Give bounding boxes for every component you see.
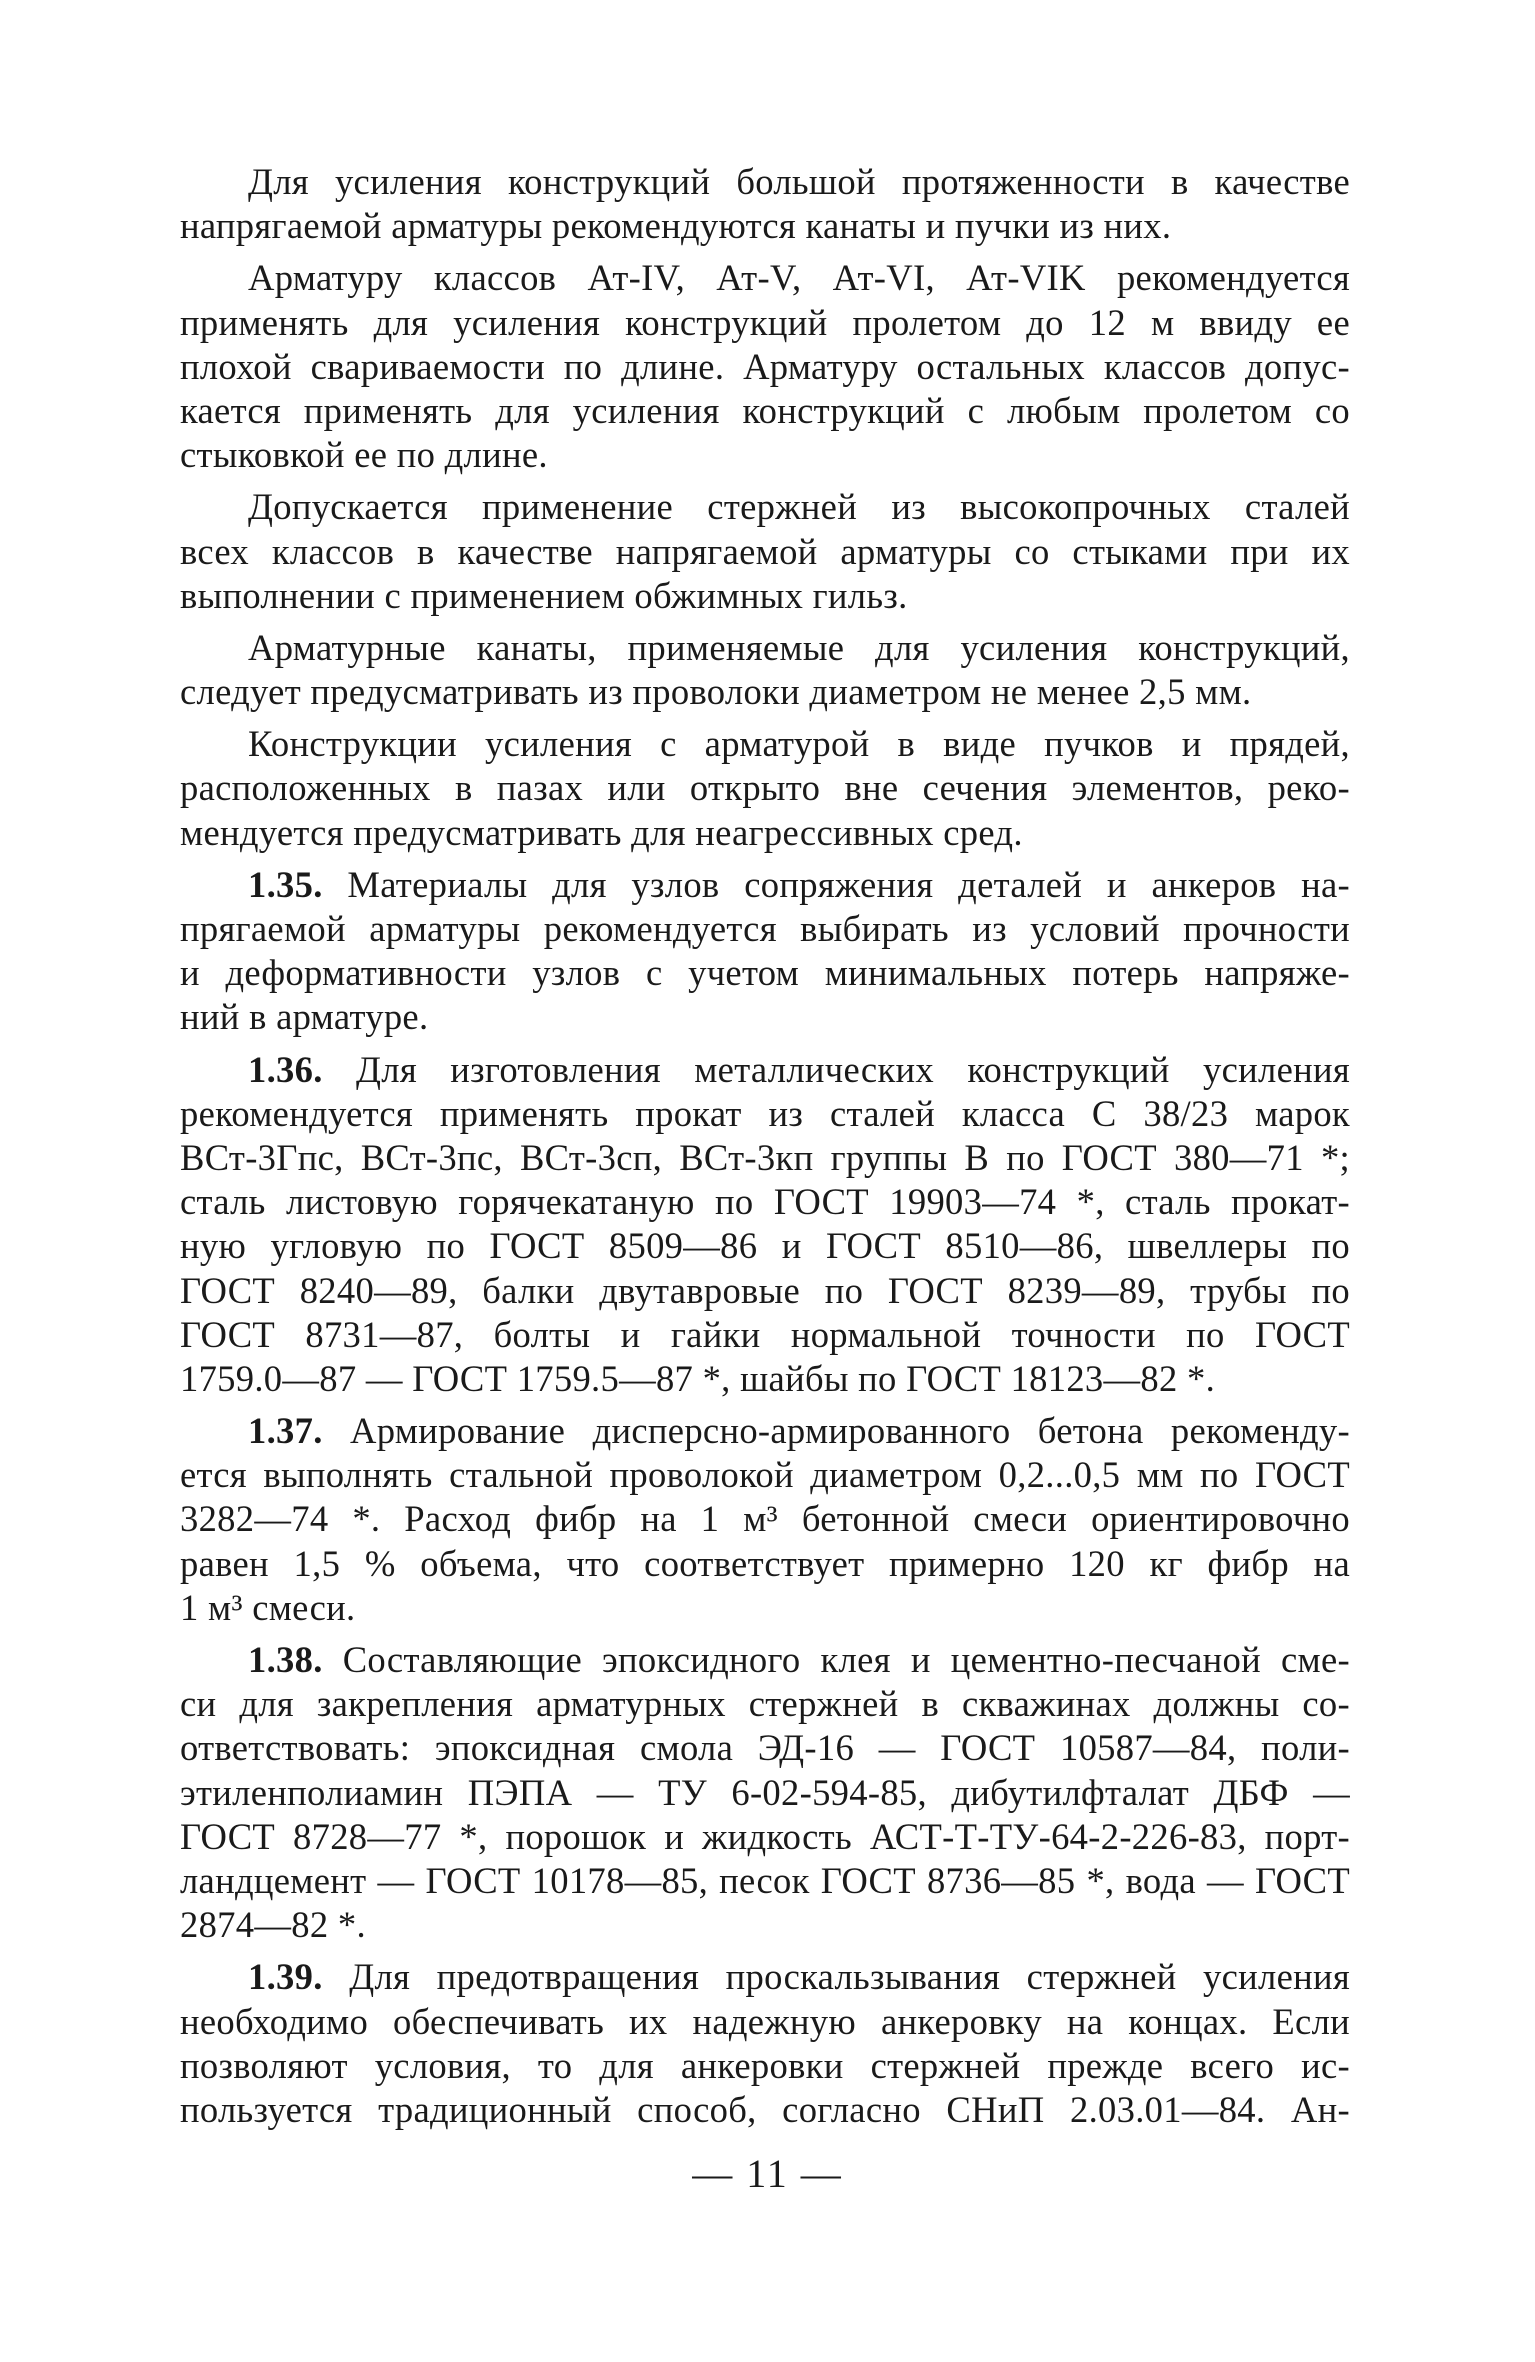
text-line [180, 1092, 1350, 1136]
line-text: Допускается применение стержней из высокопрочных сталей [248, 486, 1350, 528]
text-line [180, 256, 1350, 300]
paragraph-gap [180, 248, 1350, 256]
line-text: ГОСТ 8731—87, болты и гайки нормальной точности по ГОСТ [180, 1313, 1350, 1355]
line-text: пользуется традиционный способ, согласно СНиП 2.03.01—84. Ан- [180, 2088, 1350, 2130]
numbered-paragraph [180, 1409, 1350, 1630]
text-line [180, 485, 1350, 529]
line-text: Конструкции усиления с арматурой в виде пучков и прядей, [248, 723, 1350, 765]
line-text: 3282—74 *. Расход фибр на 1 м³ бетонной смеси ориентировочно [180, 1498, 1350, 1540]
text-line [180, 160, 1350, 204]
line-text: мендуется предусматривать для неагрессивных сред. [180, 811, 1023, 853]
text-line [180, 1180, 1350, 1224]
line-text: 1 м³ смеси. [180, 1586, 356, 1628]
section-number: 1.37. [248, 1410, 323, 1452]
text-line [180, 1586, 1350, 1630]
line-text: Армирование дисперсно-армированного бетона рекоменду- [350, 1410, 1350, 1452]
text-line [180, 626, 1350, 670]
line-text: сталь листовую горячекатаную по ГОСТ 19903—74 *, сталь прокат- [180, 1181, 1350, 1223]
line-text: ную угловую по ГОСТ 8509—86 и ГОСТ 8510—86, швеллеры по [180, 1225, 1350, 1267]
text-line [180, 1497, 1350, 1541]
numbered-paragraph [180, 863, 1350, 1040]
text-line [180, 1682, 1350, 1726]
text-line [180, 1224, 1350, 1268]
text-line [180, 766, 1350, 810]
text-line [180, 433, 1350, 477]
line-text: ландцемент — ГОСТ 10178—85, песок ГОСТ 8736—85 *, вода — ГОСТ [180, 1859, 1350, 1901]
line-text: ется выполнять стальной проволокой диаметром 0,2...0,5 мм по ГОСТ [180, 1454, 1350, 1496]
paragraph [180, 722, 1350, 855]
text-line [180, 1815, 1350, 1859]
line-text: и деформативности узлов с учетом минимальных потерь напряже- [180, 952, 1350, 994]
line-text: равен 1,5 % объема, что соответствует примерно 120 кг фибр на [180, 1542, 1350, 1584]
text-line [180, 1269, 1350, 1313]
text-line [180, 811, 1350, 855]
section-number: 1.36. [248, 1048, 323, 1090]
line-text: Арматуру классов Ат-IV, Ат-V, Ат-VI, Ат-VIK рекомендуется [248, 257, 1350, 299]
text-line [180, 951, 1350, 995]
paragraph-gap [180, 855, 1350, 863]
text-line [180, 2000, 1350, 2044]
numbered-paragraph [180, 1638, 1350, 1947]
line-text: кается применять для усиления конструкций с любым пролетом со [180, 389, 1350, 431]
text-line [180, 204, 1350, 248]
text-line [180, 345, 1350, 389]
text-line [180, 1453, 1350, 1497]
text-line [180, 1859, 1350, 1903]
text-line [180, 1771, 1350, 1815]
paragraph-gap [180, 1401, 1350, 1409]
text-line [180, 1313, 1350, 1357]
text-line [180, 1136, 1350, 1180]
line-text: 1759.0—87 — ГОСТ 1759.5—87 *, шайбы по ГОСТ 18123—82 *. [180, 1357, 1216, 1399]
numbered-paragraph [180, 1955, 1350, 2132]
line-text: стыковкой ее по длине. [180, 434, 548, 476]
line-text: необходимо обеспечивать их надежную анкеровку на концах. Если [180, 2000, 1350, 2042]
text-line [180, 1542, 1350, 1586]
paragraph [180, 256, 1350, 477]
line-text: Материалы для узлов сопряжения деталей и анкеров на- [347, 863, 1350, 905]
section-number: 1.38. [248, 1639, 323, 1680]
paragraph [180, 626, 1350, 714]
text-line [180, 1955, 1350, 1999]
line-text: ний в арматуре. [180, 996, 429, 1038]
line-text: Для усиления конструкций большой протяженности в качестве [248, 161, 1350, 202]
text-line [180, 995, 1350, 1039]
line-text: Для предотвращения проскальзывания стержней усиления [349, 1956, 1350, 1998]
line-text: следует предусматривать из проволоки диаметром не менее 2,5 мм. [180, 671, 1252, 713]
line-text: Арматурные канаты, применяемые для усиления конструкций, [248, 626, 1350, 668]
line-text: плохой свариваемости по длине. Арматуру остальных классов допус- [180, 345, 1350, 387]
line-text: применять для усиления конструкций пролетом до 12 м ввиду ее [180, 301, 1350, 343]
paragraph [180, 485, 1350, 618]
line-text: рекомендуется применять прокат из сталей класса С 38/23 марок [180, 1092, 1350, 1134]
text-line [180, 389, 1350, 433]
paragraph-gap [180, 1947, 1350, 1955]
line-text: напрягаемой арматуры рекомендуются канаты и пучки из них. [180, 205, 1172, 247]
text-line [180, 530, 1350, 574]
text-line [180, 1048, 1350, 1092]
text-line [180, 574, 1350, 618]
line-text: позволяют условия, то для анкеровки стержней прежде всего ис- [180, 2044, 1350, 2086]
paragraph-gap [180, 618, 1350, 626]
text-line [180, 722, 1350, 766]
line-text: этиленполиамин ПЭПА — ТУ 6-02-594-85, дибутилфталат ДБФ — [180, 1771, 1350, 1813]
line-text: си для закрепления арматурных стержней в скважинах должны со- [180, 1683, 1350, 1725]
paragraph [180, 160, 1350, 248]
line-text: Составляющие эпоксидного клея и цементно-песчаной сме- [342, 1639, 1350, 1680]
numbered-paragraph [180, 1048, 1350, 1402]
text-line [180, 1357, 1350, 1401]
paragraph-gap [180, 714, 1350, 722]
line-text: ВСт-3Гпс, ВСт-3пс, ВСт-3сп, ВСт-3кп группы В по ГОСТ 380—71 *; [180, 1136, 1350, 1178]
text-line [180, 670, 1350, 714]
paragraph-gap [180, 1630, 1350, 1638]
section-number: 1.39. [248, 1956, 323, 1998]
line-text: 2874—82 *. [180, 1904, 366, 1946]
line-text: расположенных в пазах или открыто вне сечения элементов, реко- [180, 767, 1350, 809]
line-text: Для изготовления металлических конструкций усиления [356, 1048, 1350, 1090]
text-line [180, 301, 1350, 345]
text-line [180, 2088, 1350, 2132]
text-line [180, 1409, 1350, 1453]
text-line [180, 863, 1350, 907]
line-text: ответствовать: эпоксидная смола ЭД-16 — ГОСТ 10587—84, поли- [180, 1727, 1350, 1769]
text-line [180, 2044, 1350, 2088]
line-text: всех классов в качестве напрягаемой арматуры со стыками при их [180, 530, 1350, 572]
paragraph-gap [180, 477, 1350, 485]
paragraph-gap [180, 1040, 1350, 1048]
line-text: выполнении с применением обжимных гильз. [180, 574, 908, 616]
line-text: прягаемой арматуры рекомендуется выбирать из условий прочности [180, 908, 1350, 949]
text-line [180, 1903, 1350, 1947]
body-text [180, 160, 1350, 2132]
section-number: 1.35. [248, 863, 323, 905]
page-number: — 11 — [692, 2151, 843, 2196]
line-text: ГОСТ 8728—77 *, порошок и жидкость АСТ-Т-ТУ-64-2-226-83, порт- [180, 1815, 1350, 1857]
text-line [180, 907, 1350, 951]
line-text: ГОСТ 8240—89, балки двутавровые по ГОСТ 8239—89, трубы по [180, 1269, 1350, 1311]
text-line [180, 1638, 1350, 1682]
text-line [180, 1726, 1350, 1770]
